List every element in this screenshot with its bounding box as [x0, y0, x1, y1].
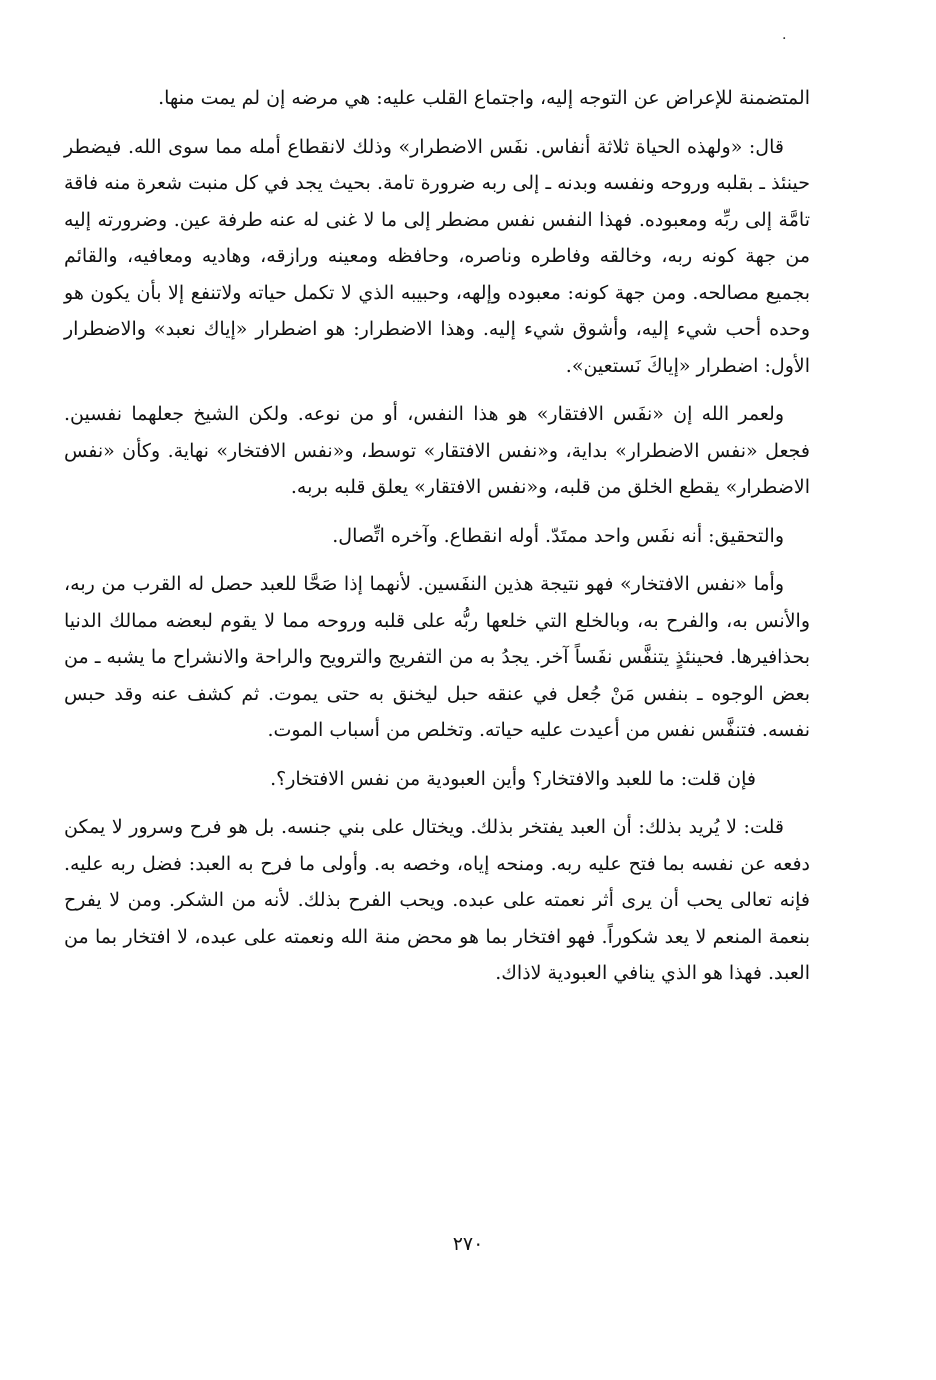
page-number: ٢٧٠ — [452, 1233, 484, 1255]
paragraph-continuation: المتضمنة للإعراض عن التوجه إليه، واجتماع القلب عليه: هي مرضه إن لم يمت منها. — [158, 87, 810, 109]
paragraph-three-breaths: قال: «ولهذه الحياة ثلاثة أنفاس. نفَس الاضطرار» وذلك لانقطاع أمله مما سوى الله. فيضطر حينئذ ـ بقلبه وروحه ونفسه وبدنه ـ إلى ربه ضرورة تامة. بحيث يجد في كل منبت شعرة منه فاقة تامَّة إلى ربِّه ومعبوده. فهذا النفس نفس مضطر إلى ما لا غنى له عنه طرفة عين. وضرورته إليه من جهة كونه ربه، وخالقه وفاطره وناصره، وحافظه ومعينه ورازقه، وهاديه ومعافيه، والقائم بجميع مصالحه. ومن جهة كونه: معبوده وإلهه، وحبيبه الذي لا تكمل حياته ولاتنفع إلا بأن يكون هو وحده أحب شيء إليه، وأشوق شيء إليه. وهذا الاضطرار: هو اضطرار «إياك نعبد» والاضطرار الأول: اضطرار «إياكَ نَستعين». — [64, 135, 810, 377]
paragraph-verification: والتحقيق: أنه نفَس واحد ممتَدّ. أوله انقطاع. وآخره اتِّصال. — [332, 524, 784, 547]
paragraph-breath-of-need: ولعمر الله إن «نفَس الافتقار» هو هذا النفس، أو من نوعه. ولكن الشيخ جعلهما نفسين. فجعل «نفس الاضطرار» بداية، و«نفس الافتقار» توسط، و«نفس الافتخار» نهاية. وكأن «نفس الاضطرار» يقطع الخلق من قلبه، و«نفس الافتقار» يعلق قلبه بربه. — [64, 403, 810, 498]
paragraph-question: فإن قلت: ما للعبد والافتخار؟ وأين العبودية من نفس الافتخار؟. — [270, 767, 756, 790]
corner-mark: . — [782, 27, 787, 43]
paragraph-breath-of-pride: وأما «نفس الافتخار» فهو نتيجة هذين النفَسين. لأنهما إذا صَحَّا للعبد حصل له القرب من ربه، والأنس به، والفرح به، وبالخلع التي خلعها ربُّه على قلبه وروحه مما لا يقوم لبعضه ممالك الدنيا بحذافيرها. فحينئذٍ يتنفَّس نفَساً آخر. يجدُ به من التفريج والترويح والراحة والانشراح ما يشبه ـ من بعض الوجوه ـ بنفس مَنْ جُعل في عنقه حبل ليخنق به حتى يموت. ثم كشف عنه وقد حبس نفسه. فتنفَّس نفس من أعيدت عليه حياته. وتخلص من أسباب الموت. — [64, 573, 810, 741]
paragraph-answer: قلت: لا يُريد بذلك: أن العبد يفتخر بذلك. ويختال على بني جنسه. بل هو فرح وسرور لا يمكن دفعه عن نفسه بما فتح عليه ربه. ومنحه إياه، وخصه به. وأولى ما فرح به العبد: فضل ربه عليه. فإنه تعالى يحب أن يرى أثر نعمته على عبده. ويحب الفرح بذلك. لأنه من الشكر. ومن لا يفرح بنعمة المنعم لا يعد شكوراً. فهو افتخار بما هو محض منة الله ونعمته على عبده، لا افتخار بما من العبد. فهذا هو الذي ينافي العبودية لاذاك. — [64, 816, 810, 984]
page-body — [64, 80, 810, 1004]
